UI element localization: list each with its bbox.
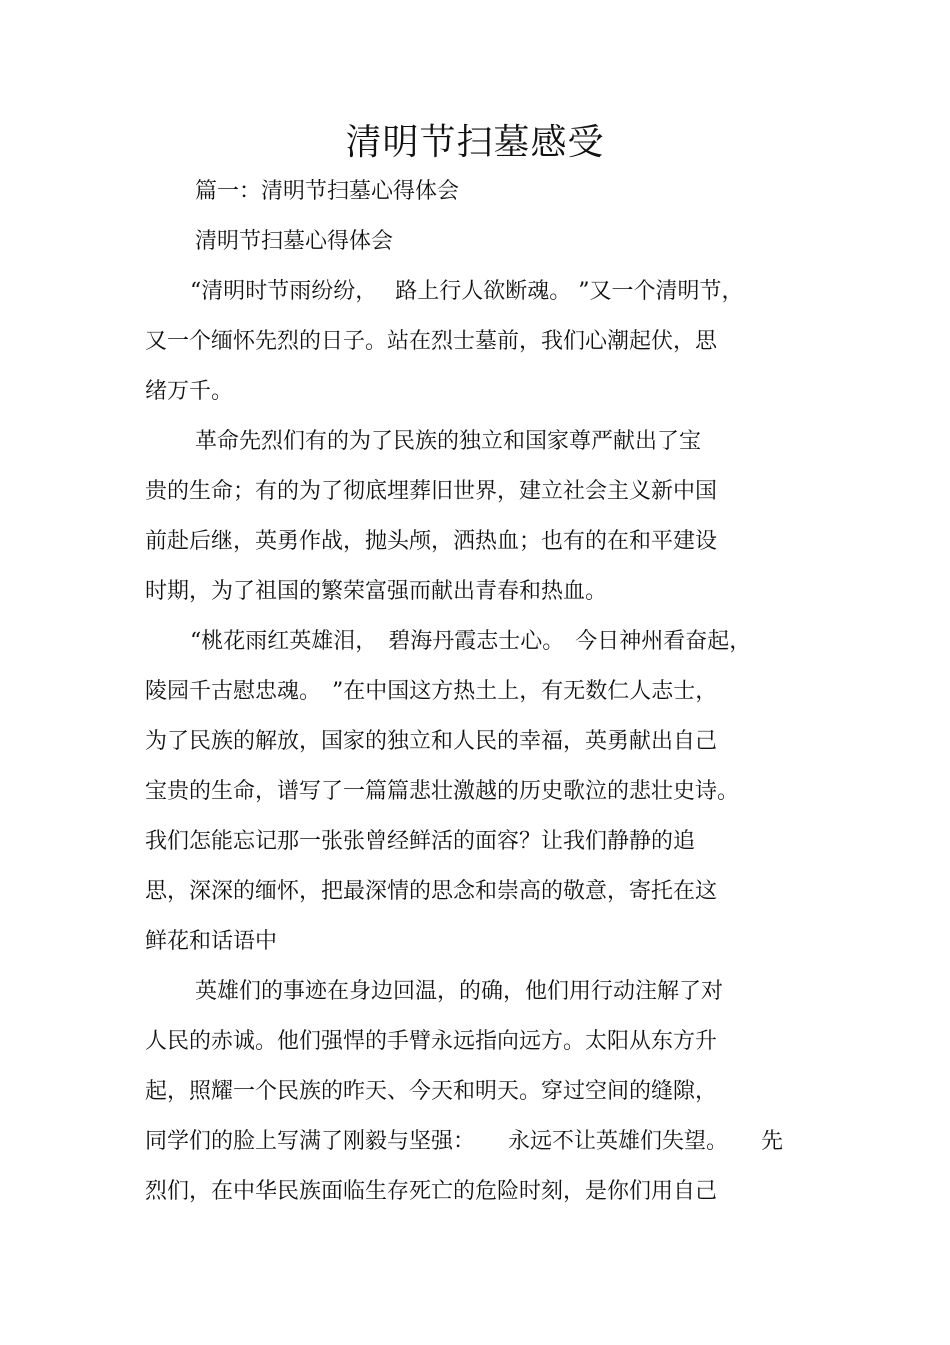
text-line: 我们怎能忘记那一张张曾经鲜活的面容？让我们静静的追 <box>145 829 696 854</box>
text-line: 前赴后继，英勇作战，抛头颅，洒热血；也有的在和平建设 <box>145 529 718 554</box>
text-line: 思，深深的缅怀，把最深情的思念和崇高的敬意，寄托在这 <box>145 879 718 904</box>
text-line: 人民的赤诚。他们强悍的手臂永远指向远方。太阳从东方升 <box>145 1029 718 1054</box>
text-line: “清明时节雨纷纷， 路上行人欲断魂。 ”又一个清明节， <box>190 279 744 304</box>
text-line: 又一个缅怀先烈的日子。站在烈士墓前，我们心潮起伏，思 <box>145 329 718 354</box>
text-line: 陵园千古慰忠魂。 ”在中国这方热土上，有无数仁人志士， <box>145 679 718 704</box>
text-line: 鲜花和话语中 <box>145 929 278 954</box>
text-line: “桃花雨红英雄泪， 碧海丹霞志士心。 今日神州看奋起， <box>190 629 752 654</box>
text-line: 宝贵的生命，谱写了一篇篇悲壮激越的历史歌泣的悲壮史诗。 <box>145 779 740 804</box>
text-line: 时期，为了祖国的繁荣富强而献出青春和热血。 <box>145 579 608 604</box>
text-line: 烈们，在中华民族面临生存死亡的危险时刻，是你们用自己 <box>145 1179 718 1204</box>
text-line: 篇一：清明节扫墓心得体会 <box>195 179 460 204</box>
text-line: 同学们的脸上写满了刚毅与坚强： 永远不让英雄们失望。 先 <box>145 1129 784 1154</box>
document-title: 清明节扫墓感受 <box>345 122 605 163</box>
text-line: 清明节扫墓心得体会 <box>195 229 394 254</box>
text-line: 英雄们的事迹在身边回温，的确，他们用行动注解了对 <box>195 979 724 1004</box>
text-line: 革命先烈们有的为了民族的独立和国家尊严献出了宝 <box>195 429 702 454</box>
text-line: 起，照耀一个民族的昨天、今天和明天。穿过空间的缝隙， <box>145 1079 718 1104</box>
text-line: 为了民族的解放，国家的独立和人民的幸福，英勇献出自己 <box>145 729 718 754</box>
text-line: 绪万千。 <box>145 379 234 404</box>
text-line: 贵的生命；有的为了彻底埋葬旧世界，建立社会主义新中国 <box>145 479 718 504</box>
